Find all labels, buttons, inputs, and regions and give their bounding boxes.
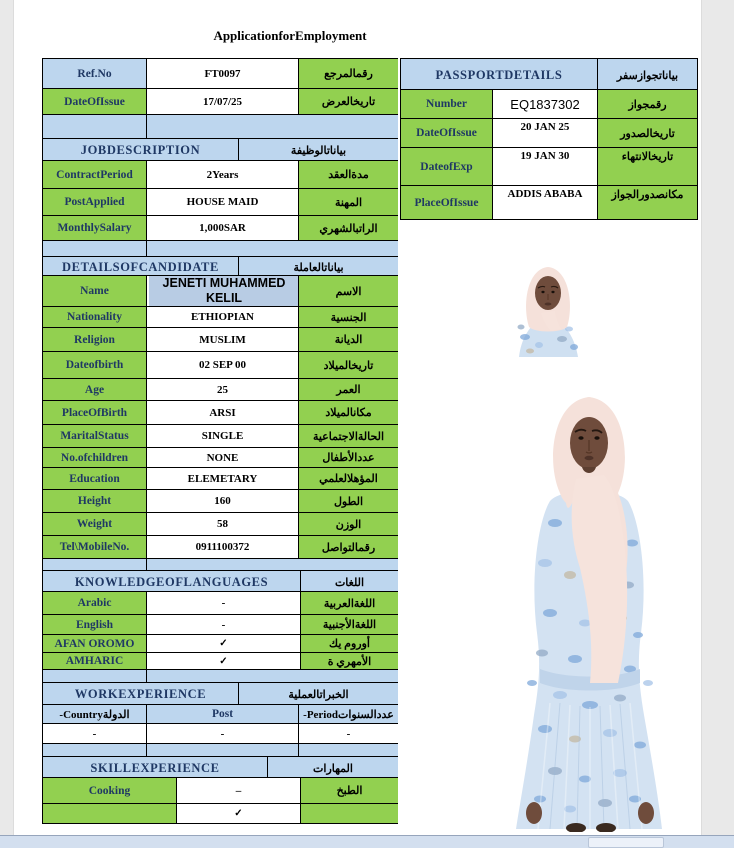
- page-right-margin: [701, 0, 734, 847]
- arabic-language-arabic-label: اللغةالعربية: [301, 592, 399, 615]
- table-row: [43, 89, 399, 115]
- work-post-value[interactable]: -: [147, 724, 299, 744]
- candidate-fullbody-photo: [480, 383, 698, 832]
- marital-status-value[interactable]: SINGLE: [147, 425, 299, 448]
- table-row: [43, 59, 399, 89]
- contract-period-value[interactable]: 2Years: [147, 161, 299, 189]
- age-arabic-label: العمر: [299, 379, 399, 401]
- monthly-salary-label: MonthlySalary: [43, 216, 147, 241]
- monthly-salary-value[interactable]: 1,000SAR: [147, 216, 299, 241]
- table-row: [43, 189, 399, 216]
- education-arabic-label: المؤهلالعلمي: [299, 468, 399, 490]
- passport-issue-date-arabic-label: تاريخالصدور: [598, 119, 698, 148]
- height-value[interactable]: 160: [147, 490, 299, 513]
- afan-oromo-label: AFAN OROMO: [43, 635, 147, 653]
- passport-place-of-issue-label: PlaceOfIssue: [401, 186, 493, 220]
- work-experience-header-arabic: الخبراتالعملية: [239, 683, 399, 707]
- passport-expiry-date-arabic-label: تاريخالانتهاء: [598, 148, 698, 186]
- table-row: [401, 119, 698, 148]
- passport-number-value[interactable]: EQ1837302: [493, 90, 598, 119]
- passport-issue-date-label: DateOfIssue: [401, 119, 493, 148]
- work-experience-rows: [42, 704, 398, 759]
- passport-number-arabic-label: رقمجواز: [598, 90, 698, 119]
- amharic-arabic-label: الأمهري ة: [301, 653, 399, 670]
- passport-details-column: [400, 58, 697, 220]
- passport-issue-date-value[interactable]: 20 JAN 25: [493, 119, 598, 148]
- passport-place-of-issue-arabic-label: مكانصدورالجواز: [598, 186, 698, 220]
- languages-header: KNOWLEDGEOFLANGUAGES: [43, 571, 301, 594]
- table-row: [401, 148, 698, 186]
- skill-arabic-label: [301, 804, 399, 824]
- religion-arabic-label: الديانة: [299, 328, 399, 352]
- nationality-value[interactable]: ETHIOPIAN: [147, 307, 299, 328]
- table-row: [43, 448, 399, 468]
- empty-cell: [43, 115, 147, 141]
- cooking-value[interactable]: –: [177, 778, 301, 804]
- post-applied-label: PostApplied: [43, 189, 147, 216]
- table-row: [401, 186, 698, 220]
- passport-expiry-date-label: DateofExp: [401, 148, 493, 186]
- table-row: [43, 161, 399, 189]
- work-experience-header: WORKEXPERIENCE: [43, 683, 239, 707]
- horizontal-scrollbar-thumb[interactable]: [588, 837, 664, 848]
- page-left-margin: [0, 0, 14, 847]
- date-of-birth-label: Dateofbirth: [43, 352, 147, 379]
- job-description-header: JOBDESCRIPTION: [43, 139, 239, 163]
- work-country-column-header: الدولةCountry-: [43, 705, 147, 724]
- contract-period-arabic-label: مدةالعقد: [299, 161, 399, 189]
- afan-oromo-arabic-label: أوروم يك: [301, 635, 399, 653]
- table-row: [43, 513, 399, 536]
- name-label: Name: [43, 276, 147, 307]
- tel-mobile-label: Tel\MobileNo.: [43, 536, 147, 559]
- work-country-value[interactable]: -: [43, 724, 147, 744]
- post-applied-arabic-label: المهنة: [299, 189, 399, 216]
- candidate-details-header: DETAILSOFCANDIDATE: [43, 257, 239, 278]
- table-row: [43, 379, 399, 401]
- passport-place-of-issue-value[interactable]: ADDIS ABABA: [493, 186, 598, 220]
- job-description-rows: [42, 160, 398, 259]
- candidate-details-header-arabic: بياناتالعاملة: [239, 257, 399, 278]
- place-of-birth-label: PlaceOfBirth: [43, 401, 147, 425]
- table-row: [43, 328, 399, 352]
- name-value[interactable]: [147, 276, 299, 307]
- religion-value[interactable]: MUSLIM: [147, 328, 299, 352]
- table-row: [43, 615, 399, 635]
- table-row: [401, 90, 698, 119]
- religion-label: Religion: [43, 328, 147, 352]
- empty-cell: [147, 115, 399, 141]
- place-of-birth-arabic-label: مكانالميلاد: [299, 401, 399, 425]
- table-row: [43, 216, 399, 241]
- work-period-column-header: عددالسنواتPeriod-: [299, 705, 399, 724]
- date-of-birth-value[interactable]: 02 SEP 00: [147, 352, 299, 379]
- column-header-row: [43, 705, 399, 724]
- height-label: Height: [43, 490, 147, 513]
- reference-table: [42, 58, 398, 141]
- nationality-label: Nationality: [43, 307, 147, 328]
- table-row: [43, 592, 399, 615]
- age-label: Age: [43, 379, 147, 401]
- section-header-row: [401, 59, 698, 92]
- education-label: Education: [43, 468, 147, 490]
- nationality-arabic-label: الجنسية: [299, 307, 399, 328]
- job-description-header-arabic: بياناتالوظيفة: [239, 139, 399, 163]
- spacer-row: [43, 115, 399, 141]
- passport-expiry-date-value[interactable]: 19 JAN 30: [493, 148, 598, 186]
- languages-header-arabic: اللغات: [301, 571, 399, 594]
- candidate-details-rows: [42, 275, 398, 573]
- date-of-issue-label: DateOfIssue: [43, 89, 147, 115]
- place-of-birth-value[interactable]: ARSI: [147, 401, 299, 425]
- candidate-headshot-photo: [505, 257, 592, 357]
- name-arabic-label: الاسم: [299, 276, 399, 307]
- marital-status-arabic-label: الحالةالاجتماعية: [299, 425, 399, 448]
- amharic-checkmark[interactable]: ✓: [147, 653, 301, 670]
- table-row: [43, 401, 399, 425]
- age-value[interactable]: 25: [147, 379, 299, 401]
- arabic-language-value[interactable]: -: [147, 592, 301, 615]
- table-row: [43, 276, 399, 307]
- passport-details-rows: [400, 89, 698, 220]
- cooking-arabic-label: الطبخ: [301, 778, 399, 804]
- passport-details-header: PASSPORTDETAILS: [401, 59, 598, 92]
- tel-mobile-arabic-label: رقمالتواصل: [299, 536, 399, 559]
- skill-experience-header: SKILLEXPERIENCE: [43, 757, 268, 780]
- afan-oromo-checkmark[interactable]: ✓: [147, 635, 301, 653]
- table-row: [43, 653, 399, 670]
- headshot-illustration: [505, 257, 592, 357]
- weight-value[interactable]: 58: [147, 513, 299, 536]
- weight-label: Weight: [43, 513, 147, 536]
- skill-checkmark[interactable]: ✓: [177, 804, 301, 824]
- date-of-issue-arabic-label: تاريخالعرض: [299, 89, 399, 115]
- tel-mobile-value[interactable]: 0911100372: [147, 536, 299, 559]
- skill-experience-header-arabic: المهارات: [268, 757, 399, 780]
- table-row: [43, 635, 399, 653]
- skill-label: [43, 804, 177, 824]
- no-of-children-label: No.ofchildren: [43, 448, 147, 468]
- marital-status-label: MaritalStatus: [43, 425, 147, 448]
- education-value[interactable]: ELEMETARY: [147, 468, 299, 490]
- table-row-clipped: [43, 804, 399, 824]
- no-of-children-value[interactable]: NONE: [147, 448, 299, 468]
- table-row: [43, 490, 399, 513]
- work-period-value[interactable]: -: [299, 724, 399, 744]
- passport-details-header-arabic: بياناتجوازسفر: [598, 59, 698, 92]
- post-applied-value[interactable]: HOUSE MAID: [147, 189, 299, 216]
- passport-details-table: [400, 58, 698, 92]
- languages-rows: [42, 591, 398, 685]
- passport-number-label: Number: [401, 90, 493, 119]
- skill-experience-rows: [42, 777, 398, 824]
- fullbody-illustration: [480, 383, 698, 832]
- table-row: [43, 352, 399, 379]
- table-row: [43, 425, 399, 448]
- table-row: [43, 536, 399, 559]
- section-header-row: [43, 139, 399, 163]
- table-row: [43, 307, 399, 328]
- ref-no-value[interactable]: FT0097: [147, 59, 299, 89]
- weight-arabic-label: الوزن: [299, 513, 399, 536]
- arabic-language-label: Arabic: [43, 592, 147, 615]
- date-of-birth-arabic-label: تاريخالميلاد: [299, 352, 399, 379]
- no-of-children-arabic-label: عددالأطفال: [299, 448, 399, 468]
- cooking-label: Cooking: [43, 778, 177, 804]
- english-language-value[interactable]: -: [147, 615, 301, 635]
- table-row: [43, 468, 399, 490]
- english-language-label: English: [43, 615, 147, 635]
- table-row: [43, 724, 399, 744]
- date-of-issue-value[interactable]: 17/07/25: [147, 89, 299, 115]
- english-language-arabic-label: اللغةالأجنبية: [301, 615, 399, 635]
- section-header-row: [43, 683, 399, 707]
- application-form-left-column: [42, 58, 398, 828]
- monthly-salary-arabic-label: الراتبالشهري: [299, 216, 399, 241]
- amharic-label: AMHARIC: [43, 653, 147, 670]
- table-row: [43, 778, 399, 804]
- ref-no-arabic-label: رقمالمرجع: [299, 59, 399, 89]
- contract-period-label: ContractPeriod: [43, 161, 147, 189]
- height-arabic-label: الطول: [299, 490, 399, 513]
- ref-no-label: Ref.No: [43, 59, 147, 89]
- page-title: ApplicationforEmployment: [213, 28, 367, 43]
- selected-name-text: JENETI MUHAMMED KELIL: [149, 276, 299, 306]
- work-post-column-header: Post: [147, 705, 299, 724]
